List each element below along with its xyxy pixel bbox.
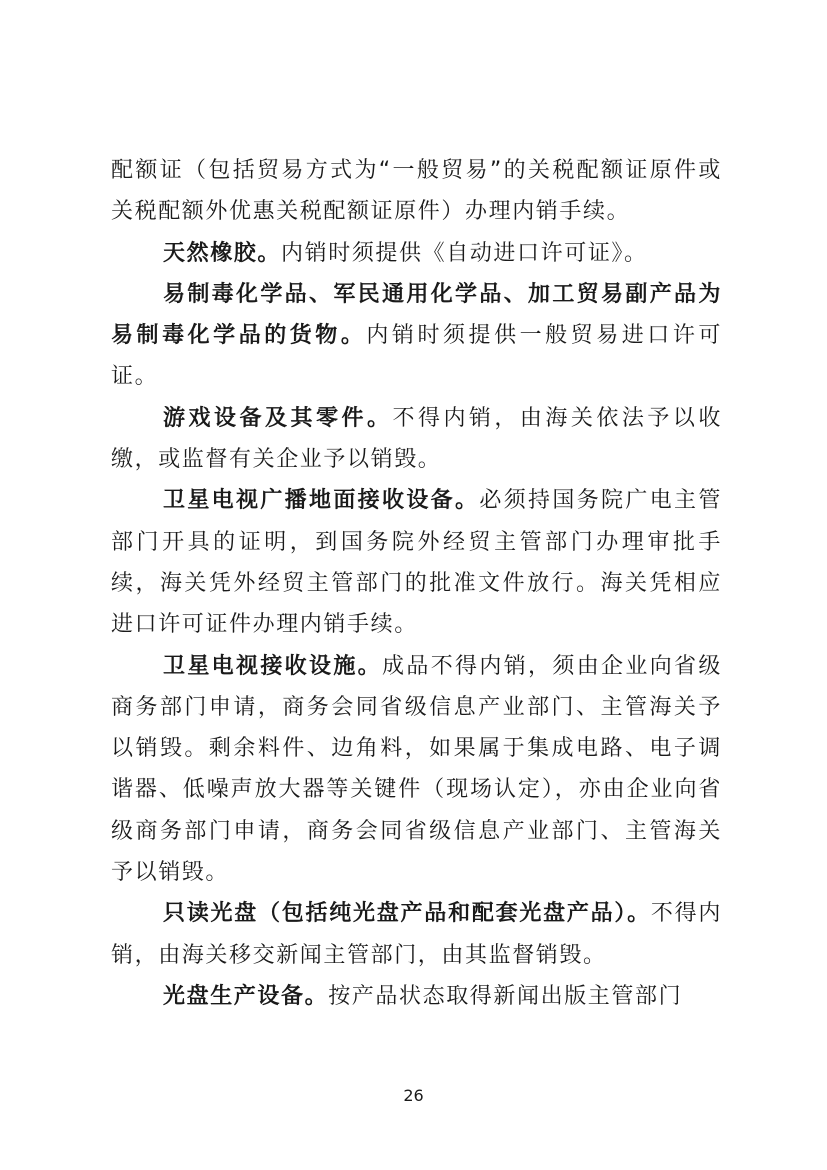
paragraph-heading: 卫星电视接收设施。: [163, 653, 383, 679]
paragraph-heading: 天然橡胶。: [163, 240, 282, 266]
paragraph-heading: 卫星电视广播地面接收设备。: [163, 488, 480, 514]
paragraph-read-only-disc: [111, 893, 722, 976]
paragraph-heading: 游戏设备及其零件。: [163, 405, 393, 431]
body-text: [111, 150, 722, 1017]
paragraph-precursor-chemicals: [111, 274, 722, 398]
paragraph-text: 不得内销，由海关依法予以收缴，或监督有关企业予以销毁。: [111, 405, 722, 473]
paragraph-game-equipment: [111, 398, 722, 481]
paragraph-disc-production-equipment: [111, 976, 722, 1017]
paragraph-heading: 易制毒化学品、军民通用化学品、加工贸易副产品为易制毒化学品的货物。: [111, 281, 722, 349]
paragraph-text: 内销时须提供一般贸易进口许可证。: [111, 323, 722, 390]
paragraph-text: 配额证（包括贸易方式为“一般贸易”的关税配额证原件或关税配额外优惠关税配额证原件）办理内销手续。: [111, 158, 722, 225]
paragraph-satellite-receiving-facility: [111, 646, 722, 894]
page-number: 26: [403, 1086, 424, 1105]
paragraph-text: 按产品状态取得新闻出版主管部门: [328, 983, 683, 1009]
paragraph-text: 不得内销，由海关移交新闻主管部门，由其监督销毁。: [111, 901, 722, 968]
paragraph-heading: 只读光盘（包括纯光盘产品和配套光盘产品）。: [163, 901, 651, 927]
paragraph-satellite-ground-receiver: [111, 480, 722, 645]
paragraph-text: 必须持国务院广电主管部门开具的证明，到国务院外经贸主管部门办理审批手续，海关凭外经贸主管部门的批准文件放行。海关凭相应进口许可证件办理内销手续。: [111, 488, 722, 638]
paragraph-natural-rubber: [111, 233, 722, 274]
paragraph-1: [111, 150, 722, 233]
paragraph-text: 成品不得内销，须由企业向省级商务部门申请，商务会同省级信息产业部门、主管海关予以销毁。剩余料件、边角料，如果属于集成电路、电子调谐器、低噪声放大器等关键件（现场认定），亦由企业向省级商务部门申请，商务会同省级信息产业部门、主管海关予以销毁。: [111, 653, 722, 886]
paragraph-text: 内销时须提供《自动进口许可证》。: [281, 240, 648, 266]
paragraph-heading: 光盘生产设备。: [163, 983, 329, 1009]
